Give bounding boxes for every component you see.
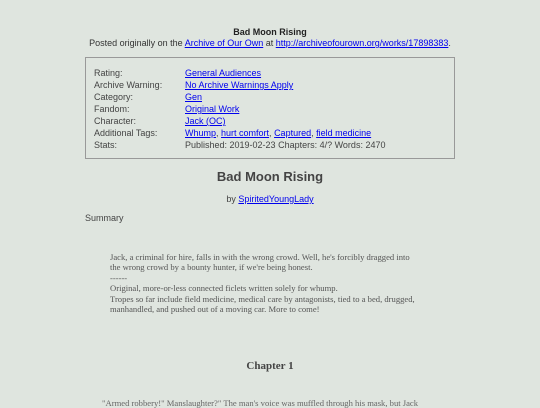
- summary-line: Tropes so far include field medicine, medical care by antagonists, tied to a bed, drugged,: [110, 293, 415, 304]
- warning-label: Archive Warning:: [94, 80, 163, 90]
- summary-line: the wrong crowd by a bounty hunter, if we're being honest.: [110, 262, 313, 273]
- category-link[interactable]: Gen: [185, 92, 203, 102]
- author-link[interactable]: SpiritedYoungLady: [238, 194, 314, 204]
- tag-link[interactable]: field medicine: [316, 128, 372, 138]
- tags-label: Additional Tags:: [94, 128, 158, 138]
- site-link[interactable]: Archive of Our Own: [184, 38, 264, 48]
- posted-suffix: .: [448, 38, 451, 48]
- posted-line: [0, 38, 540, 48]
- work-title: Bad Moon Rising: [216, 169, 324, 184]
- byline-prefix: by: [226, 194, 239, 204]
- summary-line: ------: [110, 272, 128, 283]
- stats-value: Published: 2019-02-23 Chapters: 4/? Words: 2470: [185, 140, 386, 150]
- rating-link[interactable]: General Audiences: [185, 68, 262, 78]
- warning-link[interactable]: No Archive Warnings Apply: [185, 80, 294, 90]
- summary-line: manhandled, and pushed out of a moving car. More to come!: [110, 304, 320, 315]
- tag-link[interactable]: hurt comfort: [221, 128, 270, 138]
- tags-list: Whump, hurt comfort, Captured, field medicine: [185, 128, 372, 138]
- fandom-link[interactable]: Original Work: [185, 104, 240, 114]
- category-label: Category:: [94, 92, 134, 102]
- work-metadata-box: [85, 57, 455, 159]
- character-link[interactable]: Jack (OC): [185, 116, 226, 126]
- byline: [0, 194, 540, 204]
- tag-link[interactable]: Captured: [274, 128, 312, 138]
- tag-link[interactable]: Whump: [185, 128, 217, 138]
- header-title: Bad Moon Rising: [233, 27, 307, 37]
- chapter-text-first-line: "Armed robbery!" Manslaughter?" The man's voice was muffled through his mask, but Jack: [102, 398, 419, 408]
- posted-prefix: Posted originally on the: [89, 38, 185, 48]
- rating-label: Rating:: [94, 68, 123, 78]
- fandom-label: Fandom:: [94, 104, 130, 114]
- character-label: Character:: [94, 116, 137, 126]
- summary-text: [110, 252, 440, 314]
- work-url-link[interactable]: http://archiveofourown.org/works/17898383: [275, 38, 449, 48]
- posted-mid: at: [263, 38, 276, 48]
- summary-line: Original, more-or-less connected ficlets written solely for whump.: [110, 283, 338, 294]
- chapter-title: Chapter 1: [246, 360, 294, 372]
- summary-line: Jack, a criminal for hire, falls in with the wrong crowd. Well, he's forcibly dragged into: [110, 252, 410, 262]
- summary-heading: Summary: [85, 213, 124, 223]
- stats-label: Stats:: [94, 140, 118, 150]
